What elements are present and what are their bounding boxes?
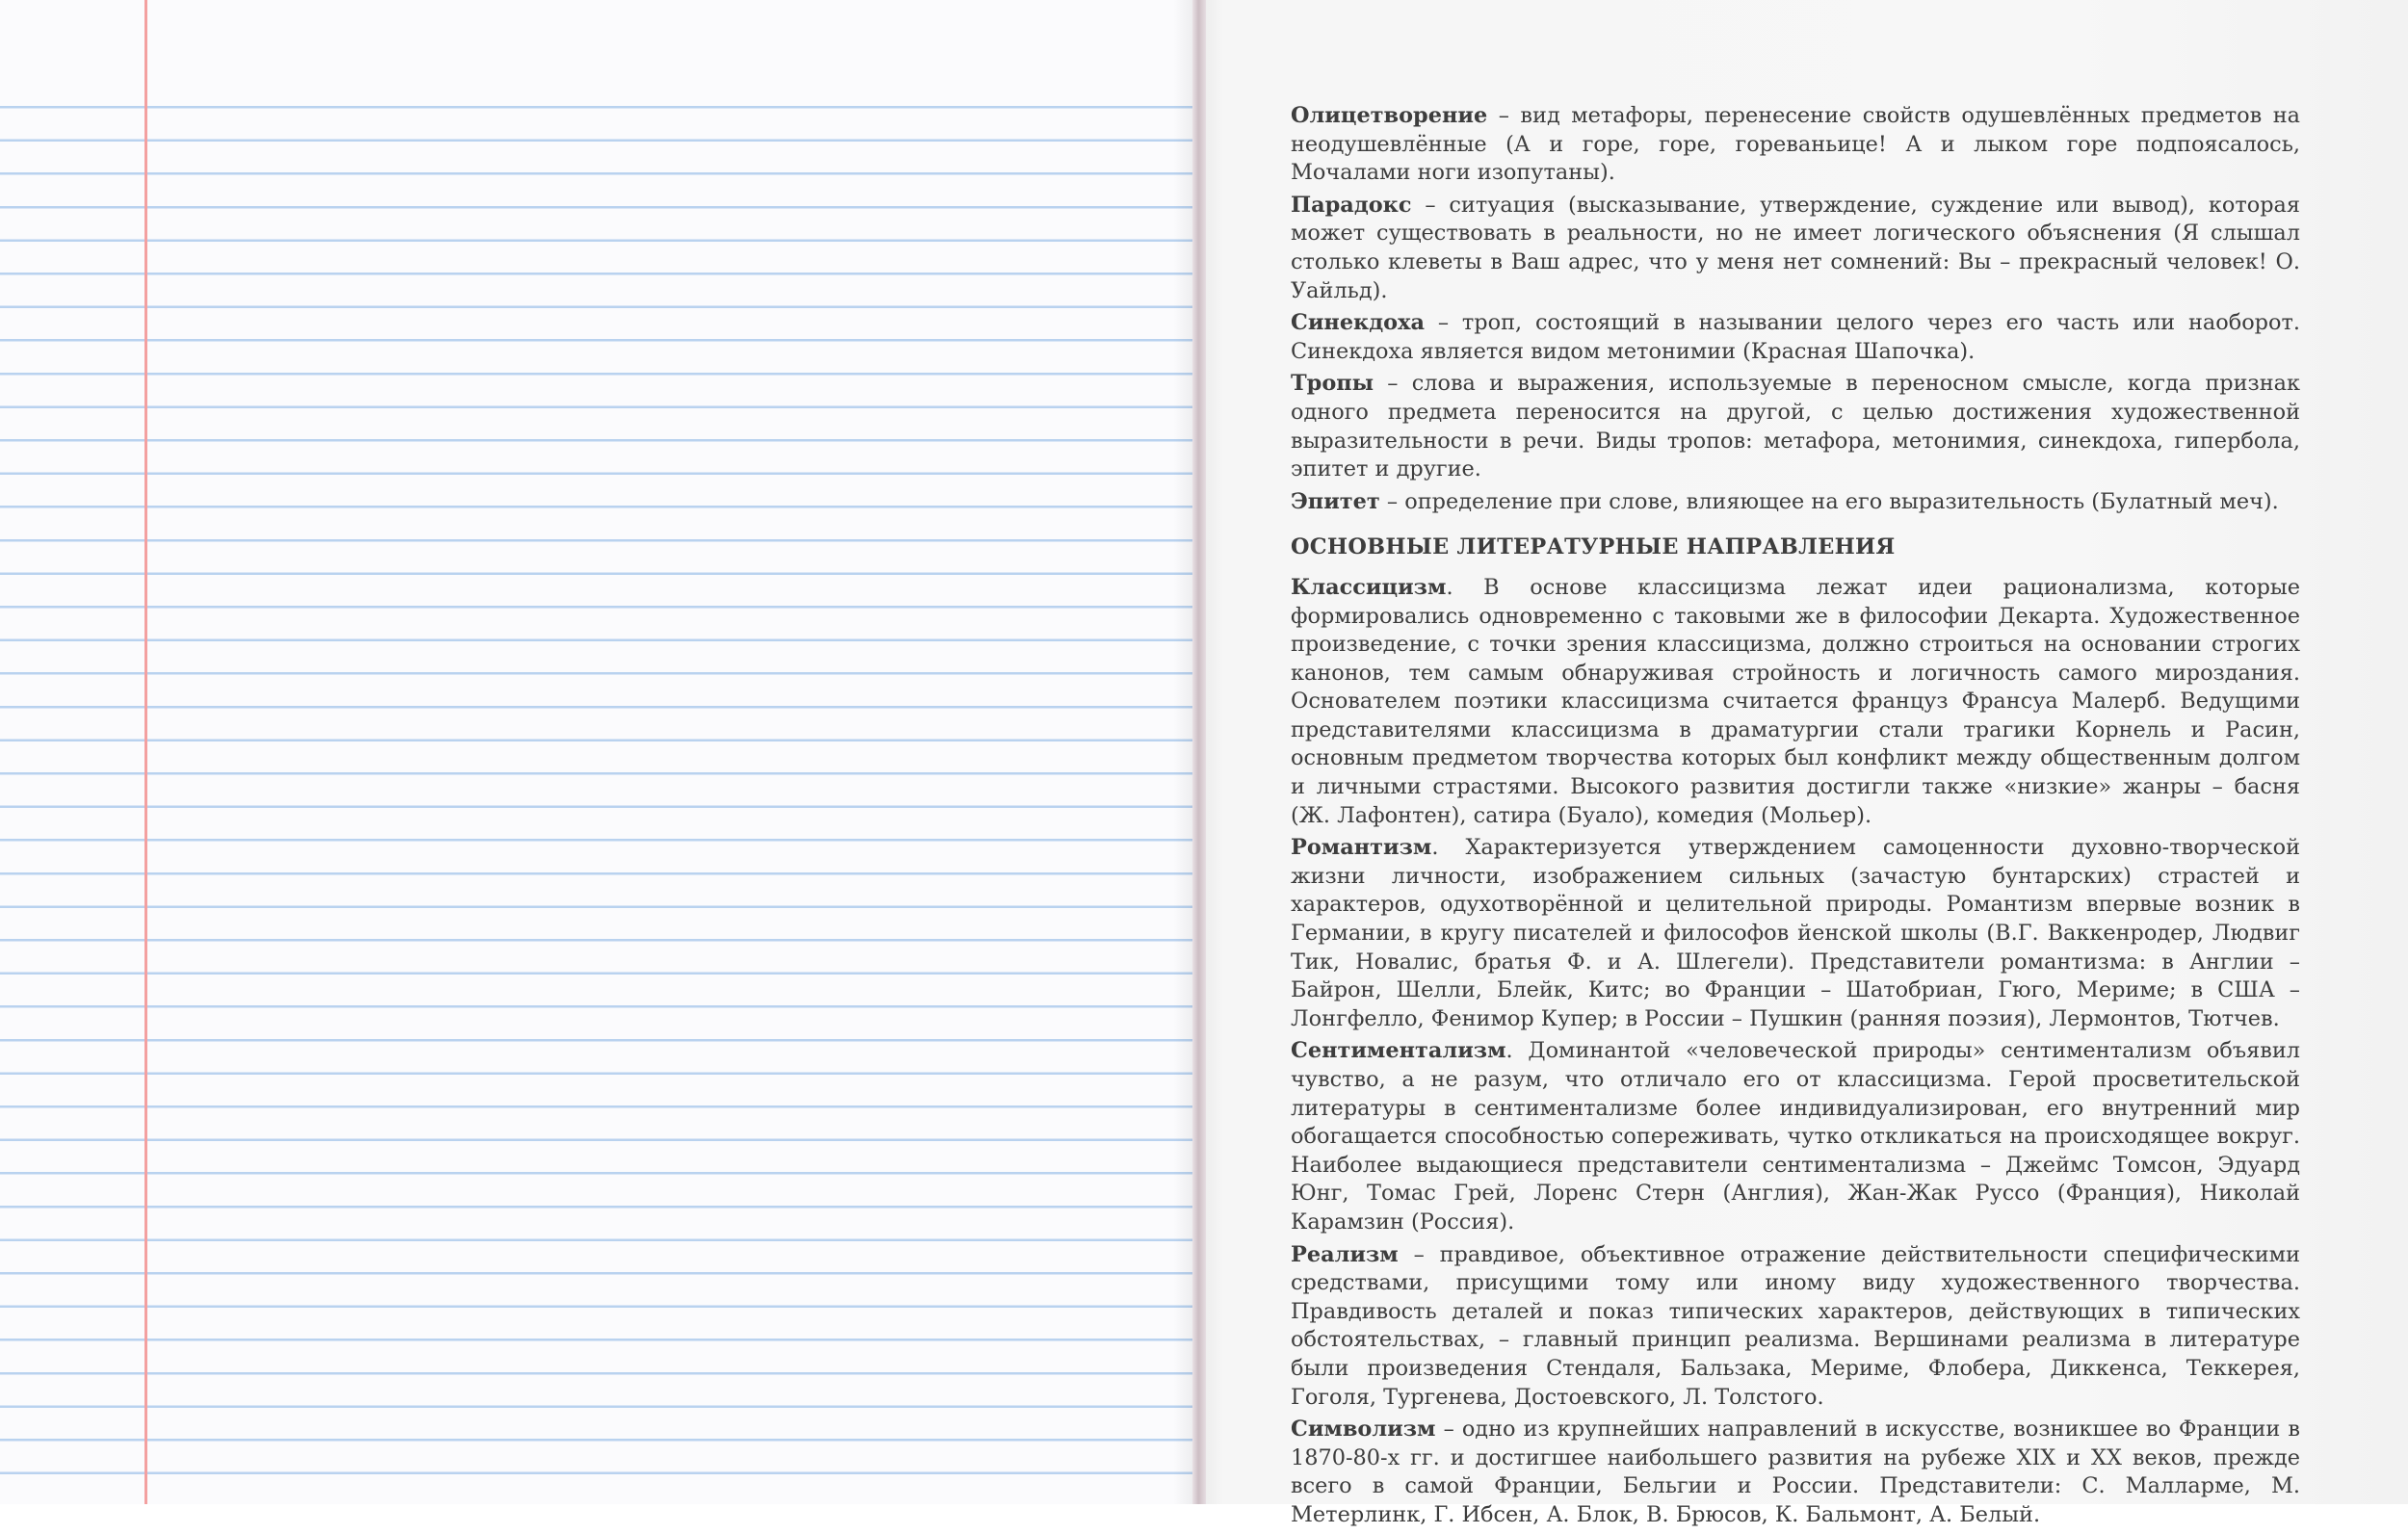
text-block [1291,102,2300,1534]
term-title: Синекдоха [1291,310,1425,336]
term-definition: – слова и выражения, используемые в переносном смысле, когда признак одного предмета переносится на другой, с целью достижения художественной выразительности в речи. Виды тропов: метафора, метонимия, синекдоха, гипербола, эпитет и другие. [1291,371,2300,482]
movement-entry-classicism [1291,574,2300,830]
red-margin-line [144,0,147,1504]
movement-entry-romanticism [1291,834,2300,1033]
movement-description: – правдивое, объективное отражение действительности специфическими средствами, присущими тому или иному виду художественного творчества. Правдивость деталей и показ типических характеров, действующих в типических обстоятельствах, – главный принцип реализма. Вершинами реализма в литературе были произведения Стендаля, Бальзака, Мериме, Флобера, Диккенса, Теккерея, Гоголя, Тургенева, Достоевского, Л. Толстого. [1291,1241,2300,1410]
term-definition: – определение при слове, влияющее на его выразительность (Булатный меч). [1379,488,2279,514]
term-title: Эпитет [1291,488,1380,514]
term-title: Олицетворение [1291,103,1488,128]
movement-entry-realism [1291,1241,2300,1413]
notebook-spine [1192,0,1206,1504]
movement-title: Символизм [1291,1417,1436,1443]
term-title: Парадокс [1291,192,1412,218]
term-entry-synecdoche [1291,309,2300,366]
term-entry-epithet [1291,488,2300,517]
term-entry-tropes [1291,370,2300,483]
movement-description: . Характеризуется утверждением самоценности духовно-творческой жизни личности, изображением сильных (зачастую бунтарских) страстей и характеров, одухотворённой и целительной природы. Романтизм впервые возник в Германии, в кругу писателей и философов йенской школы (В.Г. Ваккенродер, Людвиг Тик, Новалис, братья Ф. и А. Шлегели). Представители романтизма: в Англии – Байрон, Шелли, Блейк, Китс; во Франции – Шатобриан, Гюго, Мериме; в США – Лонгфелло, Фенимор Купер; в России – Пушкин (ранняя поэзия), Лермонтов, Тютчев. [1291,835,2300,1031]
term-definition: – троп, состоящий в назывании целого через его часть или наоборот. Синекдоха является видом метонимии (Красная Шапочка). [1291,310,2300,364]
movement-title: Сентиментализм [1291,1038,1506,1064]
term-title: Тропы [1291,371,1374,397]
movement-title: Романтизм [1291,835,1432,861]
movement-entry-sentimentalism [1291,1037,2300,1236]
term-definition: – вид метафоры, перенесение свойств одушевлённых предметов на неодушевлённые (А и горе, горе, гореваньице! А и лыком горе подпоясалось, Мочалами ноги изопутаны). [1291,103,2300,186]
movement-title: Классицизм [1291,574,1447,600]
term-definition: – ситуация (высказывание, утверждение, суждение или вывод), которая может существовать в реальности, но не имеет логического объяснения (Я слышал столько клеветы в Ваш адрес, что у меня нет сомнений: Вы – прекрасный человек! О. Уайльд). [1291,192,2300,303]
movement-description: . Доминантой «человеческой природы» сентиментализм объявил чувство, а не разум, что отличало его от классицизма. Герой просветительской литературы в сентиментализме более индивидуализирован, его внутренний мир обогащается способностью сопереживать, чутко откликаться на происходящее вокруг. Наиболее выдающиеся представители сентиментализма – Джеймс Томсон, Эдуард Юнг, Томас Грей, Лоренс Стерн (Англия), Жан-Жак Руссо (Франция), Николай Карамзин (Россия). [1291,1038,2300,1235]
movement-description: . В основе классицизма лежат идеи рационализма, которые формировались одновременно с таковыми же в философии Декарта. Художественное произведение, с точки зрения классицизма, должно строиться на основании строгих канонов, тем самым обнаруживая стройность и логичность самого мироздания. Основателем поэтики классицизма считается француз Франсуа Малерб. Ведущими представителями классицизма в драматургии стали трагики Корнель и Расин, основным предметом творчества которых был конфликт между общественным долгом и личными страстями. Высокого развития достигли также «низкие» жанры – басня (Ж. Лафонтен), сатира (Буало), комедия (Мольер). [1291,574,2300,828]
printed-reference-page [1206,0,2408,1527]
term-entry-paradox [1291,192,2300,305]
movement-title: Реализм [1291,1241,1399,1267]
term-entry-personification [1291,102,2300,188]
lined-notebook-page [0,0,1194,1504]
movement-entry-symbolism [1291,1416,2300,1529]
page-fold-shadow [1173,0,1194,1504]
movement-description: – одно из крупнейших направлений в искусстве, возникшее во Франции в 1870-80-х гг. и достигшее наибольшего развития на рубеже XIX и XX веков, прежде всего в самой Франции, Бельгии и России. Представители: С. Малларме, М. Метерлинк, Г. Ибсен, А. Блок, В. Брюсов, К. Бальмонт, А. Белый. [1291,1417,2300,1527]
section-heading: ОСНОВНЫЕ ЛИТЕРАТУРНЫЕ НАПРАВЛЕНИЯ [1291,534,1896,560]
